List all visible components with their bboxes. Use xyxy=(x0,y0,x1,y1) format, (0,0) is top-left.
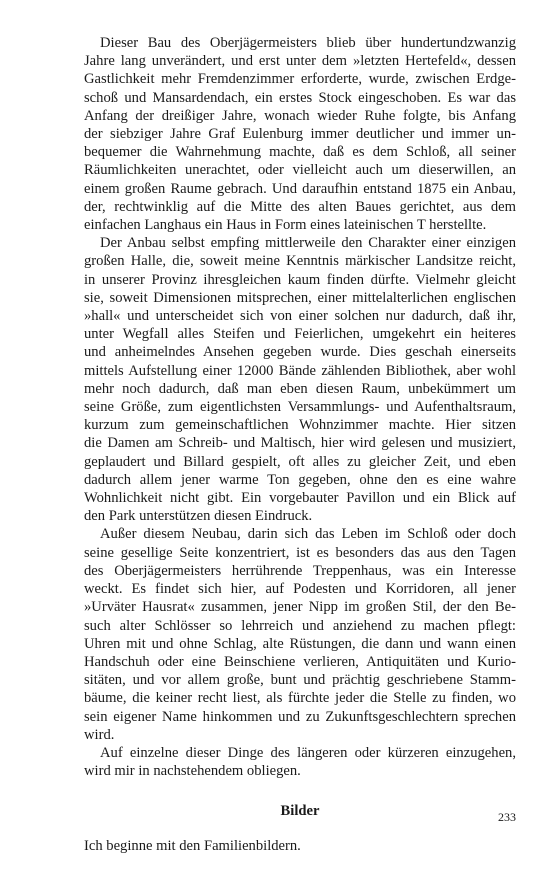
text-line: sie, soweit Dimensionen mitsprechen, einer mittelalterlichen englischen xyxy=(84,289,516,306)
paragraph xyxy=(84,744,516,780)
text-line: Gastlichkeit mehr Fremdenzimmer erforderte, wurde, zwischen Erdge- xyxy=(84,71,516,88)
text-line: des Oberjägermeisters herrührende Treppenhaus, was ein Interesse xyxy=(84,562,516,579)
text-line: die Damen am Schreib- und Maltisch, hier wird gelesen und musiziert, xyxy=(84,435,516,452)
text-line: Uhren mit und ohne Schlag, alte Rüstungen, die dann und wann einen xyxy=(84,635,516,652)
section-heading: Bilder xyxy=(280,803,320,820)
text-line: weckt. Es findet sich hier, auf Podesten und Korridoren, all jener xyxy=(84,581,516,598)
intro-line: Ich beginne mit den Familienbildern. xyxy=(84,837,301,854)
text-line: seine gesellige Seite konzentriert, ist es besonders das aus den Tagen xyxy=(84,544,516,561)
text-line: Wohnlichkeit nicht gibt. Ein vorgebauter Pavillon und ein Blick auf xyxy=(84,490,516,507)
text-line: bequemer die Wahrnehmung machte, daß es dem Schloß, all seiner xyxy=(84,144,516,161)
text-line: Handschuh oder eine Beinschiene verlieren, Antiquitäten und Kurio- xyxy=(84,653,516,670)
text-body xyxy=(84,34,516,780)
text-line: Auf einzelne dieser Dinge des längeren oder kürzeren einzugehen, xyxy=(100,744,516,761)
page-body xyxy=(84,34,516,855)
paragraph xyxy=(84,525,516,743)
text-line: einem großen Raume gebrach. Und daraufhin entstand 1875 ein Anbau, xyxy=(84,180,516,197)
text-line: Räumlichkeiten unerachtet, oder vielleicht auch um dieserwillen, an xyxy=(84,162,516,179)
text-line: Außer diesem Neubau, darin sich das Leben im Schloß oder doch xyxy=(100,526,516,543)
text-line: »Urväter Hausrat« zusammen, jener Nipp im großen Stil, der den Be- xyxy=(84,599,516,616)
page-number: 233 xyxy=(498,810,516,824)
text-line: wird. xyxy=(84,726,115,743)
text-line: den Park unterstützen diesen Eindruck. xyxy=(84,508,313,525)
text-line: Der Anbau selbst empfing mittlerweile den Charakter einer einzigen xyxy=(100,235,516,252)
text-line: Dieser Bau des Oberjägermeisters blieb über hundertundzwanzig xyxy=(100,35,516,51)
text-line: sein eigener Name hinkommen und zu Zukunftsgeschlechtern sprechen xyxy=(84,708,516,725)
text-line: such alter Schlösser so lehrreich und anziehend zu machen pflegt: xyxy=(84,617,516,634)
text-line: der siebziger Jahre Graf Eulenburg immer deutlicher und immer un- xyxy=(84,126,516,143)
text-line: und anheimelndes Ansehen gegeben wurde. Dies geschah einerseits xyxy=(84,344,516,361)
text-line: geplaudert und Billard gespielt, oft alles zu gleicher Zeit, und eben xyxy=(84,453,516,470)
text-line: »hall« und unterscheidet sich von einer solchen nur dadurch, daß ihr, xyxy=(84,308,516,325)
text-line: Anfang der dreißiger Jahre, wonach wieder Ruhe folgte, bis Anfang xyxy=(84,107,516,124)
text-line: bäume, die keiner recht liest, als fürchte jeder die Stelle zu finden, wo xyxy=(84,690,516,707)
text-line: mehr noch dadurch, daß man eben diesen Raum, unbekümmert um xyxy=(84,380,516,397)
text-line: in unserer Provinz ihresgleichen kaum finden dürfte. Vielmehr gleicht xyxy=(84,271,516,288)
text-line: einfachen Langhaus ein Haus in Form eines lateinischen T herstellte. xyxy=(84,217,487,234)
text-line: seine Größe, zum eigentlichsten Versammlungs- und Aufenthaltsraum, xyxy=(84,399,516,416)
text-line: Jahre lang unverändert, und erst unter dem »letzten Hertefeld«, dessen xyxy=(84,53,516,70)
text-line: kurzum zum gemeinschaftlichen Wohnzimmer machte. Hier sitzen xyxy=(84,417,516,434)
paragraph xyxy=(84,234,516,525)
text-line: großen Halle, die, soweit meine Kenntnis märkischer Landsitze reicht, xyxy=(84,253,516,270)
text-line: unter Wegfall alles Steifen und Feierlichen, umgekehrt ein heiteres xyxy=(84,326,516,343)
paragraph xyxy=(84,34,516,234)
text-line: dadurch allem jener warme Ton gegeben, ohne den es eine wahre xyxy=(84,471,516,488)
text-line: der, rechtwinklig auf die Mitte des alten Baues gerichtet, aus dem xyxy=(84,198,516,215)
text-line: wird mir in nachstehendem obliegen. xyxy=(84,763,301,780)
text-line: sitäten, und vor allem große, bunt und prächtig geschriebene Stamm- xyxy=(84,672,516,689)
text-line: mittels Aufstellung einer 12000 Bände zählenden Bibliothek, aber wohl xyxy=(84,362,516,379)
text-line: schoß und Mansardendach, ein erstes Stock eingeschoben. Es war das xyxy=(84,89,516,106)
